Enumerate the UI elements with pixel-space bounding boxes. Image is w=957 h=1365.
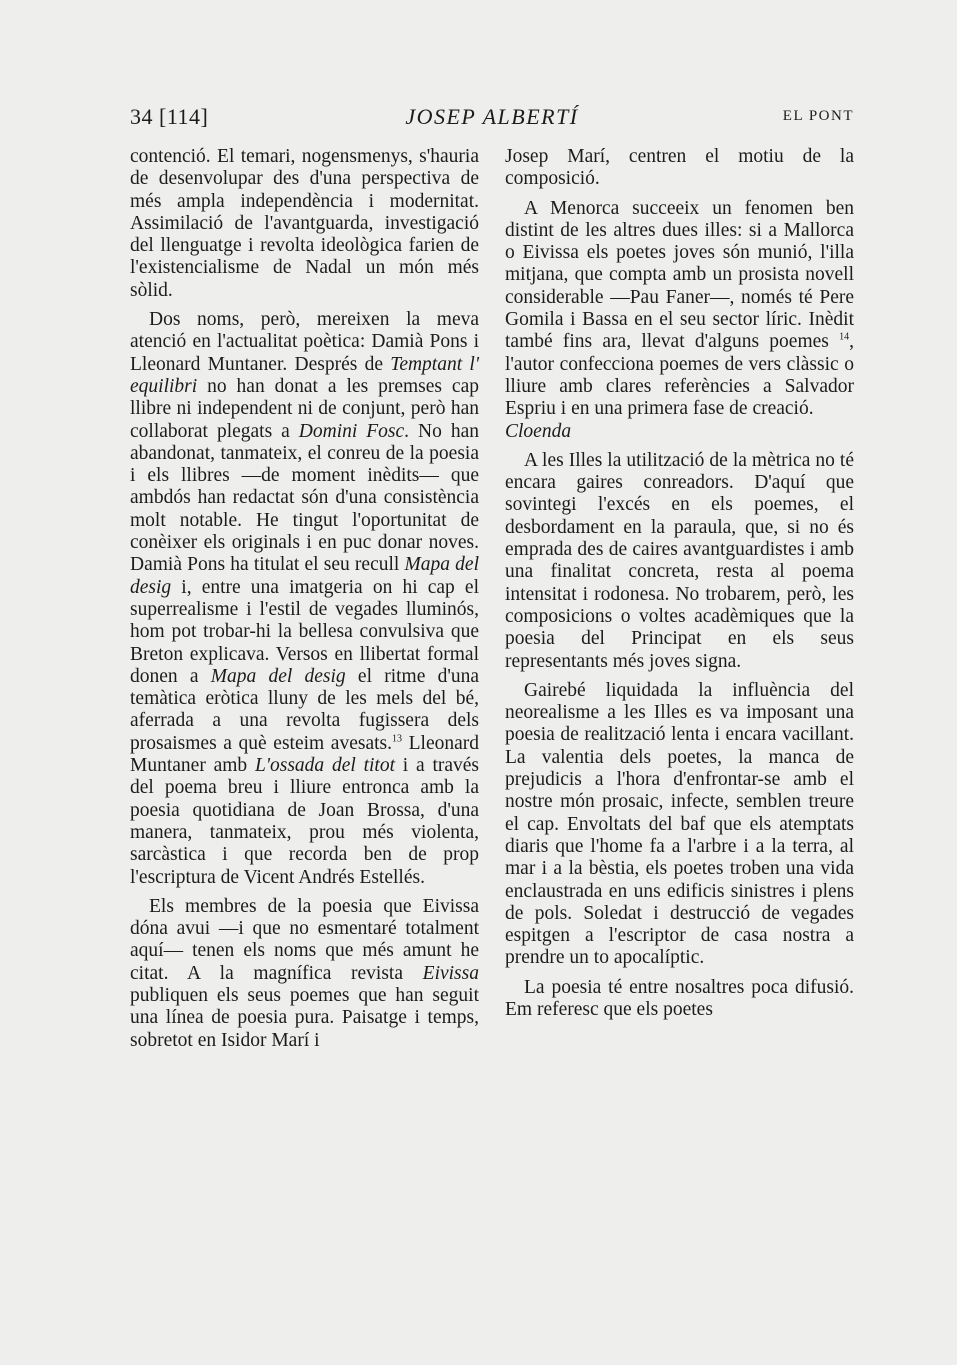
paragraph: A les Illes la utilització de la mètrica no té encara gaires conreadors. D'aquí que sovintegi l'excés en els poemes, el desbordament en la paraula, que, si no és emprada des de caires avantguardistes i amb una finalitat concreta, resta al poema intensitat i rodonesa. No trobarem, però, les composicions o voltes acadèmiques que la poesia del Principat en els seus representants més joves signa. — [505, 449, 854, 672]
paragraph: A Menorca succeeix un fenomen ben distint de les altres dues illes: si a Mallorca o Eivissa els poetes joves són munió, l'illa mitjana, que compta amb un prosista novell considerable —Pau Faner—, només té Pere Gomila i Bassa en el seu sector líric. Inèdit també fins ara, llevat d'alguns poemes $^{14}$, l'autor confecciona poemes de vers clàssic o lliure amb clares referències a Salvador Espriu i en una primera fase de creació. — [505, 197, 854, 420]
paragraph: Els membres de la poesia que Eivissa dóna avui —i que no esmentaré totalment aquí— tenen els noms que més amunt he citat. A la magnífica revista Eivissa publiquen els seus poemes que han seguit una línea de poesia pura. Paisatge i temps, sobretot en Isidor Marí i — [130, 895, 479, 1051]
book-title: Mapa del desig — [130, 554, 479, 598]
footnote-ref: 14 — [839, 331, 850, 343]
paragraph: Josep Marí, centren el motiu de la composició. — [505, 146, 854, 190]
book-title: Mapa del desig — [210, 665, 346, 687]
left-column — [130, 146, 479, 1052]
right-column — [505, 146, 854, 1021]
running-header — [130, 104, 854, 134]
book-title: Domini Fosc — [298, 420, 405, 442]
page-number: 34 [114] — [130, 104, 209, 129]
journal-title: Eivissa — [422, 962, 479, 984]
book-title: L'ossada del titot — [254, 755, 395, 777]
running-author: JOSEP ALBERTÍ — [405, 104, 579, 129]
footnote-ref: 13 — [392, 733, 402, 745]
section-heading: Cloenda — [505, 420, 572, 442]
book-title: Temptant l' equilibri — [130, 353, 479, 397]
paragraph: Dos noms, però, mereixen la meva atenció en l'actualitat poètica: Damià Pons i Lleonard Muntaner. Després de Temptant l' equilibri no han donat a les premses cap llibre ni independent ni de conjunt, però han collaborat plegats a Domini Fosc. No han abandonat, tanmateix, el conreu de la poesia i els llibres —de moment inèdits— que ambdós han redactat són d'una consistència molt notable. He tingut l'oportunitat de conèixer els originals i en puc donar noves. Damià Pons ha titulat el seu recull Mapa del desig i, entre una imatgeria on hi cap el superrealisme i l'estil de vegades lluminós, hom pot trobar-hi la bellesa convulsiva que Breton explicava. Versos en llibertat formal donen a Mapa del desig el ritme d'una temàtica eròtica lluny de les mels del bé, aferrada a una revolta fugissera dels prosaismes a què esteim avesats.$^{13}$ Lleonard Muntaner amb L'ossada del titot i a través del poema breu i lliure entronca amb la poesia quotidiana de Joan Brossa, d'una manera, tanmateix, prou més violenta, sarcàstica i que recorda ben de prop l'escriptura de Vicent Andrés Estellés. — [130, 309, 480, 888]
paragraph: contenció. El temari, nogensmenys, s'hauria de desenvolupar des d'una perspectiva de més ampla independència i modernitat. Assimilació de l'avantguarda, investigació del llenguatge i revolta ideològica farien de l'existencialisme de Nadal un món més sòlid. — [130, 146, 479, 301]
paragraph: La poesia té entre nosaltres poca difusió. Em referesc que els poetes — [505, 976, 854, 1020]
journal-name: EL PONT — [782, 108, 854, 124]
paragraph: Gairebé liquidada la influència del neorealisme a les Illes es va imposant una poesia de realització lenta i encara vacillant. La valentia dels poetes, la manca de prejudicis a l'hora d'enfrontar-se amb el nostre món prosaic, infecte, semblen treure el cap. Envoltats del baf que els atemptats diaris que l'home fa a l'arbre i a la terra, al mar i a la bèstia, els poetes troben una vida enclaustrada en uns edificis sinistres i plens de pols. Soledat i destrucció de vegades espitgen a l'escriptor de casa nostra a prendre un to apocalíptic. — [505, 679, 854, 969]
